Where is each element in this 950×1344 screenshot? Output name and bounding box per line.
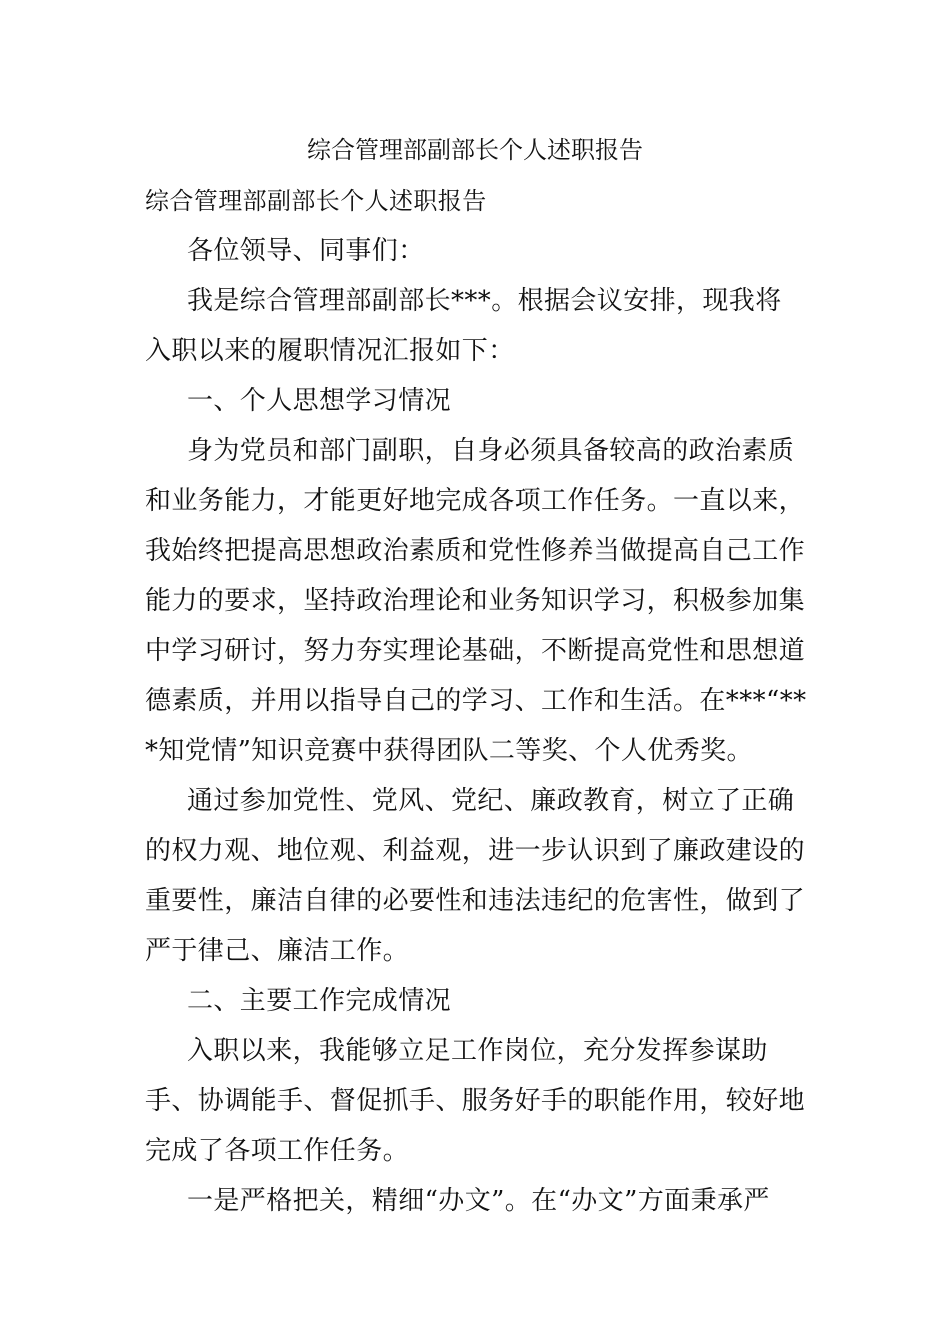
section-heading: 一、个人思想学习情况 (187, 386, 452, 416)
paragraph: 入职以来，我能够立足工作岗位，充分发挥参谋助手、协调能手、督促抓手、服务好手的职能作用，较好地完成了各项工作任务。 (145, 1036, 806, 1166)
paragraph: 通过参加党性、党风、党纪、廉政教育，树立了正确的权力观、地位观、利益观，进一步认识到了廉政建设的重要性，廉洁自律的必要性和违法违纪的危害性，做到了严于律己、廉洁工作。 (145, 786, 806, 966)
document-body (145, 176, 807, 1226)
salutation: 各位领导、同事们： (187, 236, 425, 266)
document-subtitle: 综合管理部副部长个人述职报告 (145, 187, 487, 215)
paragraph: 我是综合管理部副部长***。根据会议安排，现我将入职以来的履职情况汇报如下： (145, 286, 782, 366)
document-title: 综合管理部副部长个人述职报告 (307, 136, 643, 164)
paragraph: 一是严格把关，精细“办文”。在“办文”方面秉承严 (187, 1186, 770, 1216)
paragraph: 身为党员和部门副职，自身必须具备较高的政治素质和业务能力，才能更好地完成各项工作任务。一直以来，我始终把提高思想政治素质和党性修养当做提高自己工作能力的要求，坚持政治理论和业务知识学习，积极参加集中学习研讨，努力夯实理论基础，不断提高党性和思想道德素质，并用以指导自己的学习、工作和生活。在***“***知党情”知识竞赛中获得团队二等奖、个人优秀奖。 (145, 436, 807, 766)
section-heading: 二、主要工作完成情况 (187, 986, 452, 1016)
